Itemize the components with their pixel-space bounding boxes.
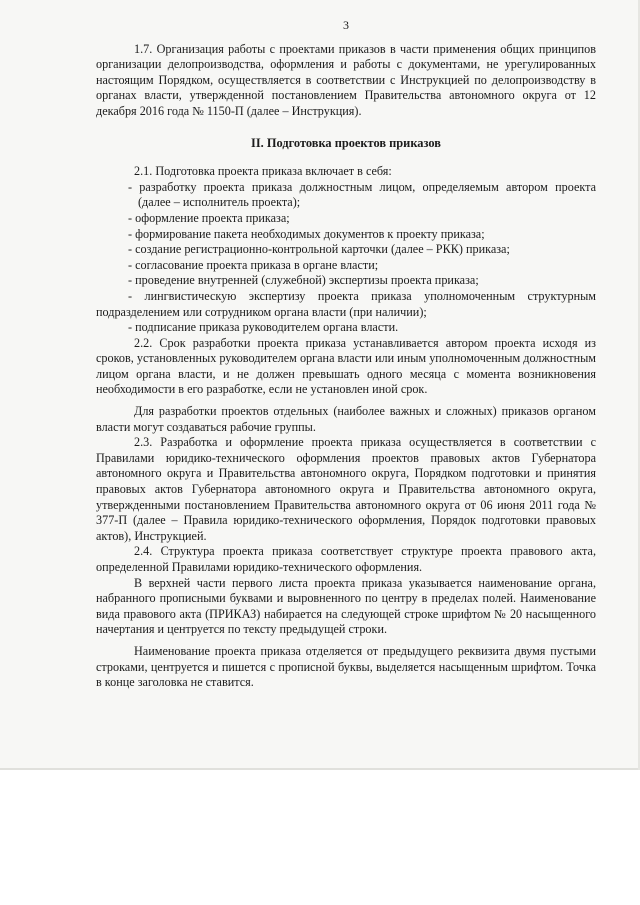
paragraph-2-1: 2.1. Подготовка проекта приказа включает в себя:	[134, 164, 392, 179]
paragraph-2-2: 2.2. Срок разработки проекта приказа устанавливается автором проекта исходя из сроков, установленных руководителем органа власти или иным уполномоченным должностным лицом органа власти, и не должен превышать одного месяца с момента возникновения необходимости в его разработке, если не установлен иной срок.	[96, 335, 596, 397]
page-content	[96, 18, 596, 691]
list-item: - лингвистическую экспертизу проекта приказа уполномоченным структурным подразделением или сотрудником органа власти (при наличии);	[96, 288, 596, 319]
paragraph-2-4: 2.4. Структура проекта приказа соответствует структуре проекта правового акта, определенной Правилами юридико-технического оформления.	[96, 544, 596, 574]
list-item: - формирование пакета необходимых документов к проекту приказа;	[128, 226, 485, 241]
paragraph-1-7: 1.7. Организация работы с проектами приказов в части применения общих принципов организации делопроизводства, оформления и работы с документами, не урегулированных настоящим Порядком, осуществляется в соответствии с Инструкцией по делопроизводству в органах власти, утвержденной постановлением Правительства автономного округа от 12 декабря 2016 года № 1150-П (далее – Инструкция).	[96, 41, 596, 118]
page-number: 3	[343, 18, 349, 32]
list-item: - оформление проекта приказа;	[128, 210, 290, 225]
paragraph-2-4-title: Наименование проекта приказа отделяется от предыдущего реквизита двумя пустыми строками, центруется и пишется с прописной буквы, выделяется насыщенным шрифтом. Точка в конце заголовка не ставится.	[96, 643, 596, 690]
paragraph-2-3: 2.3. Разработка и оформление проекта приказа осуществляется в соответствии с Правилами юридико-технического оформления проектов правовых актов Губернатора автономного округа и Правительства автономного округа, Порядком подготовки и принятия правовых актов Губернатора автономного округа и Правительства автономного округа, утвержденными постановлением Правительства автономного округа от 06 июня 2011 года № 377-П (далее – Правила юридико-технического оформления, Порядок подготовки правовых актов), Инструкцией.	[96, 435, 596, 543]
list-item: - создание регистрационно-контрольной карточки (далее – РКК) приказа;	[128, 242, 510, 257]
list-item: - проведение внутренней (служебной) экспертизы проекта приказа;	[128, 273, 479, 288]
list-item: - согласование проекта приказа в органе власти;	[128, 257, 379, 272]
paragraph-2-2-working-groups: Для разработки проектов отдельных (наиболее важных и сложных) приказов органом власти могут создаваться рабочие группы.	[96, 404, 596, 434]
section-title: II. Подготовка проектов приказов	[251, 135, 441, 150]
paragraph-2-4-header: В верхней части первого листа проекта приказа указывается наименование органа, набранного прописными буквами и выровненного по центру в пределах полей. Наименование вида правового акта (ПРИКАЗ) набирается на следующей строке шрифтом № 20 насыщенного начертания и центруется по тексту предыдущей строки.	[96, 575, 596, 637]
list-item: - подписание приказа руководителем органа власти.	[128, 320, 399, 335]
list-item: - разработку проекта приказа должностным лицом, определяемым автором проекта (далее – исполнитель проекта);	[128, 179, 596, 210]
